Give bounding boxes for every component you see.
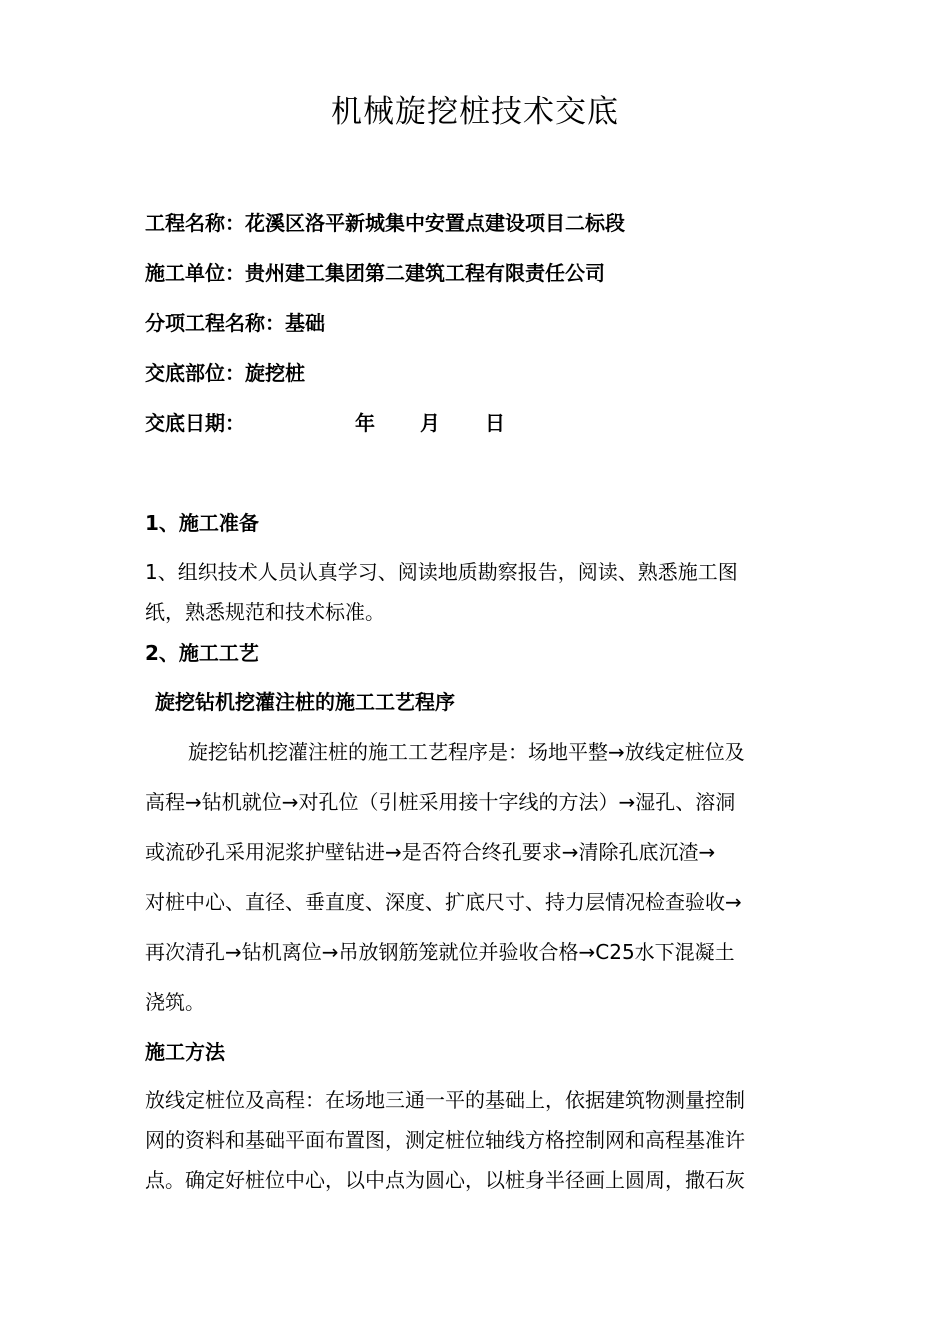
process-paragraph-line: 浇筑。 — [145, 990, 205, 1014]
date-day: 日 — [485, 411, 505, 435]
process-paragraph-line: 或流砂孔采用泥浆护壁钻进→是否符合终孔要求→清除孔底沉渣→ — [145, 840, 716, 864]
document-title: 机械旋挖桩技术交底 — [331, 94, 619, 130]
method-heading: 施工方法 — [145, 1040, 225, 1064]
section-1-paragraph-line: 纸，熟悉规范和技术标准。 — [145, 600, 385, 624]
contractor: 施工单位：贵州建工集团第二建筑工程有限责任公司 — [145, 261, 605, 285]
section-2-heading: 2、施工工艺 — [145, 641, 259, 665]
process-paragraph-line: 对桩中心、直径、垂直度、深度、扩底尺寸、持力层情况检查验收→ — [145, 890, 742, 914]
handover-location: 交底部位：旋挖桩 — [145, 361, 305, 385]
sub-project-name: 分项工程名称：基础 — [145, 311, 325, 335]
process-paragraph-line: 旋挖钻机挖灌注桩的施工工艺程序是：场地平整→放线定桩位及 — [188, 740, 745, 764]
date-label: 交底日期： — [145, 411, 245, 435]
handover-date — [145, 407, 505, 436]
section-1-paragraph-line: 1、组织技术人员认真学习、阅读地质勘察报告，阅读、熟悉施工图 — [145, 560, 738, 584]
method-paragraph-line: 点。确定好桩位中心，以中点为圆心，以桩身半径画上圆周，撒石灰 — [145, 1168, 745, 1192]
section-2-subheading: 旋挖钻机挖灌注桩的施工工艺程序 — [155, 690, 455, 714]
date-year: 年 — [355, 411, 375, 435]
project-name: 工程名称：花溪区洛平新城集中安置点建设项目二标段 — [145, 211, 625, 235]
method-paragraph-line: 放线定桩位及高程：在场地三通一平的基础上，依据建筑物测量控制 — [145, 1088, 745, 1112]
date-month: 月 — [420, 411, 440, 435]
method-paragraph-line: 网的资料和基础平面布置图，测定桩位轴线方格控制网和高程基准许 — [145, 1128, 745, 1152]
section-1-heading: 1、施工准备 — [145, 511, 259, 535]
process-paragraph-line: 高程→钻机就位→对孔位（引桩采用接十字线的方法）→湿孔、溶洞 — [145, 790, 736, 814]
process-paragraph-line: 再次清孔→钻机离位→吊放钢筋笼就位并验收合格→C25水下混凝土 — [145, 940, 735, 964]
